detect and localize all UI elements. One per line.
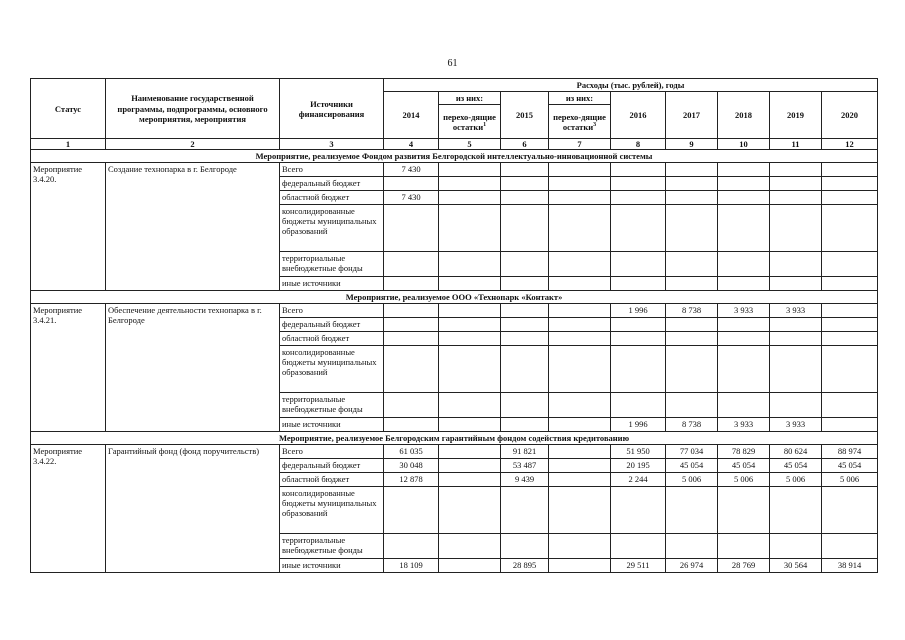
value-cell	[549, 445, 611, 459]
header-sources: Источники финансирования	[280, 79, 384, 139]
value-cell: 8 738	[666, 418, 718, 432]
table-row	[31, 304, 878, 318]
value-cell	[384, 252, 439, 277]
value-cell	[770, 191, 822, 205]
value-cell	[439, 473, 501, 487]
header-name: Наименование государственной программы, подпрограммы, основного мероприятия, мероприятия	[106, 79, 280, 139]
value-cell	[770, 277, 822, 291]
value-cell: 1 996	[611, 304, 666, 318]
header-status: Статус	[31, 79, 106, 139]
status-cell: Мероприятие 3.4.21.	[31, 304, 106, 432]
value-cell	[384, 418, 439, 432]
value-cell	[718, 205, 770, 252]
value-cell	[549, 393, 611, 418]
value-cell	[439, 252, 501, 277]
value-cell	[611, 534, 666, 559]
header-year-2016: 2016	[611, 92, 666, 139]
measure-name-cell: Обеспечение деятельности технопарка в г. Белгороде	[106, 304, 280, 432]
value-cell: 8 738	[666, 304, 718, 318]
value-cell	[822, 304, 878, 318]
value-cell: 2 244	[611, 473, 666, 487]
value-cell	[718, 252, 770, 277]
value-cell: 12 878	[384, 473, 439, 487]
value-cell	[770, 252, 822, 277]
value-cell	[439, 304, 501, 318]
value-cell	[611, 393, 666, 418]
value-cell	[666, 277, 718, 291]
value-cell	[384, 277, 439, 291]
value-cell	[549, 205, 611, 252]
status-cell: Мероприятие 3.4.22.	[31, 445, 106, 573]
value-cell	[549, 177, 611, 191]
value-cell	[501, 318, 549, 332]
value-cell	[666, 393, 718, 418]
value-cell	[549, 487, 611, 534]
value-cell: 1 996	[611, 418, 666, 432]
value-cell	[439, 205, 501, 252]
value-cell	[439, 163, 501, 177]
value-cell	[439, 534, 501, 559]
value-cell	[822, 346, 878, 393]
value-cell: 45 054	[770, 459, 822, 473]
value-cell	[439, 318, 501, 332]
value-cell	[770, 393, 822, 418]
header-expenses: Расходы (тыс. рублей), годы	[384, 79, 878, 92]
column-number: 11	[770, 139, 822, 150]
value-cell	[822, 277, 878, 291]
funding-source-cell: территориальные внебюджетные фонды	[280, 393, 384, 418]
value-cell	[666, 534, 718, 559]
funding-source-cell: иные источники	[280, 559, 384, 573]
value-cell	[666, 252, 718, 277]
value-cell	[384, 177, 439, 191]
section-title-row	[31, 432, 878, 445]
value-cell	[501, 393, 549, 418]
value-cell	[666, 487, 718, 534]
funding-source-cell: Всего	[280, 304, 384, 318]
header-carryover: перехо-дящие остатки$^1$	[439, 105, 501, 139]
value-cell	[384, 318, 439, 332]
column-number: 3	[280, 139, 384, 150]
value-cell	[549, 332, 611, 346]
value-cell	[549, 459, 611, 473]
value-cell	[822, 177, 878, 191]
value-cell: 29 511	[611, 559, 666, 573]
funding-source-cell: федеральный бюджет	[280, 318, 384, 332]
header-year-2020: 2020	[822, 92, 878, 139]
value-cell	[822, 318, 878, 332]
value-cell	[718, 332, 770, 346]
value-cell	[611, 191, 666, 205]
value-cell	[718, 177, 770, 191]
value-cell	[718, 318, 770, 332]
funding-source-cell: консолидированные бюджеты муниципальных образований	[280, 346, 384, 393]
value-cell	[770, 318, 822, 332]
value-cell	[666, 346, 718, 393]
value-cell: 7 430	[384, 191, 439, 205]
value-cell	[384, 487, 439, 534]
value-cell	[611, 332, 666, 346]
value-cell	[822, 252, 878, 277]
value-cell: 26 974	[666, 559, 718, 573]
funding-source-cell: областной бюджет	[280, 473, 384, 487]
value-cell	[611, 487, 666, 534]
value-cell	[822, 163, 878, 177]
value-cell	[611, 318, 666, 332]
funding-source-cell: областной бюджет	[280, 332, 384, 346]
column-number: 4	[384, 139, 439, 150]
value-cell	[718, 346, 770, 393]
value-cell	[549, 163, 611, 177]
value-cell	[439, 332, 501, 346]
header-iz-nih-2: из них:	[549, 92, 611, 105]
funding-source-cell: федеральный бюджет	[280, 459, 384, 473]
measure-name-cell: Создание технопарка в г. Белгороде	[106, 163, 280, 291]
table-body	[31, 139, 878, 573]
value-cell: 80 624	[770, 445, 822, 459]
value-cell	[822, 205, 878, 252]
value-cell	[822, 332, 878, 346]
value-cell	[770, 487, 822, 534]
value-cell	[384, 346, 439, 393]
value-cell	[718, 163, 770, 177]
section-title: Мероприятие, реализуемое ООО «Технопарк «Контакт»	[31, 291, 878, 304]
table-row	[31, 163, 878, 177]
value-cell	[770, 534, 822, 559]
section-title-row	[31, 291, 878, 304]
value-cell	[611, 277, 666, 291]
value-cell	[666, 318, 718, 332]
header-carryover-2: перехо-дящие остатки$^3$	[549, 105, 611, 139]
value-cell: 7 430	[384, 163, 439, 177]
value-cell: 9 439	[501, 473, 549, 487]
value-cell: 53 487	[501, 459, 549, 473]
budget-table	[30, 78, 878, 573]
value-cell	[549, 318, 611, 332]
value-cell	[439, 559, 501, 573]
header-year-2018: 2018	[718, 92, 770, 139]
value-cell	[501, 332, 549, 346]
value-cell	[822, 191, 878, 205]
value-cell	[611, 346, 666, 393]
column-number: 8	[611, 139, 666, 150]
value-cell: 3 933	[770, 418, 822, 432]
header-iz-nih: из них:	[439, 92, 501, 105]
value-cell: 20 195	[611, 459, 666, 473]
funding-source-cell: территориальные внебюджетные фонды	[280, 252, 384, 277]
measure-name-cell: Гарантийный фонд (фонд поручительств)	[106, 445, 280, 573]
value-cell: 45 054	[822, 459, 878, 473]
value-cell: 77 034	[666, 445, 718, 459]
value-cell	[611, 205, 666, 252]
value-cell: 3 933	[770, 304, 822, 318]
header-year-2015: 2015	[501, 92, 549, 139]
funding-source-cell: территориальные внебюджетные фонды	[280, 534, 384, 559]
value-cell	[549, 346, 611, 393]
value-cell	[501, 163, 549, 177]
value-cell	[611, 177, 666, 191]
value-cell	[549, 473, 611, 487]
value-cell: 30 564	[770, 559, 822, 573]
value-cell	[501, 534, 549, 559]
value-cell	[666, 191, 718, 205]
value-cell	[549, 534, 611, 559]
column-number: 10	[718, 139, 770, 150]
value-cell	[822, 418, 878, 432]
value-cell	[770, 346, 822, 393]
value-cell: 28 895	[501, 559, 549, 573]
column-number: 12	[822, 139, 878, 150]
value-cell: 45 054	[666, 459, 718, 473]
page-number: 61	[447, 58, 458, 69]
value-cell	[718, 487, 770, 534]
value-cell	[666, 332, 718, 346]
value-cell: 5 006	[770, 473, 822, 487]
column-number: 6	[501, 139, 549, 150]
value-cell	[384, 393, 439, 418]
value-cell	[770, 205, 822, 252]
funding-source-cell: Всего	[280, 445, 384, 459]
value-cell: 3 933	[718, 418, 770, 432]
funding-source-cell: областной бюджет	[280, 191, 384, 205]
value-cell	[549, 304, 611, 318]
funding-source-cell: консолидированные бюджеты муниципальных образований	[280, 487, 384, 534]
value-cell	[439, 445, 501, 459]
value-cell	[718, 277, 770, 291]
column-number: 7	[549, 139, 611, 150]
value-cell	[501, 205, 549, 252]
value-cell: 5 006	[822, 473, 878, 487]
column-number: 2	[106, 139, 280, 150]
value-cell	[439, 418, 501, 432]
value-cell	[666, 177, 718, 191]
column-number: 5	[439, 139, 501, 150]
table-header	[31, 79, 878, 139]
value-cell	[770, 177, 822, 191]
header-year-2014: 2014	[384, 92, 439, 139]
value-cell: 18 109	[384, 559, 439, 573]
value-cell	[501, 177, 549, 191]
section-title: Мероприятие, реализуемое Фондом развития Белгородской интеллектуально-инновационной системы	[31, 150, 878, 163]
value-cell	[439, 487, 501, 534]
value-cell: 88 974	[822, 445, 878, 459]
column-number: 1	[31, 139, 106, 150]
value-cell: 3 933	[718, 304, 770, 318]
value-cell: 30 048	[384, 459, 439, 473]
value-cell	[439, 459, 501, 473]
value-cell	[549, 418, 611, 432]
value-cell	[439, 346, 501, 393]
value-cell	[384, 332, 439, 346]
header-year-2019: 2019	[770, 92, 822, 139]
funding-source-cell: иные источники	[280, 418, 384, 432]
value-cell	[549, 559, 611, 573]
value-cell	[501, 277, 549, 291]
value-cell	[611, 252, 666, 277]
value-cell	[501, 346, 549, 393]
value-cell: 45 054	[718, 459, 770, 473]
section-title-row	[31, 150, 878, 163]
table-row	[31, 445, 878, 459]
value-cell	[666, 163, 718, 177]
value-cell: 91 821	[501, 445, 549, 459]
value-cell	[822, 487, 878, 534]
value-cell: 78 829	[718, 445, 770, 459]
funding-source-cell: Всего	[280, 163, 384, 177]
value-cell	[822, 393, 878, 418]
value-cell: 5 006	[718, 473, 770, 487]
value-cell	[439, 393, 501, 418]
value-cell	[501, 487, 549, 534]
value-cell	[549, 191, 611, 205]
value-cell	[549, 277, 611, 291]
value-cell	[718, 534, 770, 559]
value-cell	[439, 277, 501, 291]
value-cell: 38 914	[822, 559, 878, 573]
funding-source-cell: иные источники	[280, 277, 384, 291]
value-cell	[501, 252, 549, 277]
value-cell	[666, 205, 718, 252]
value-cell	[549, 252, 611, 277]
header-year-2017: 2017	[666, 92, 718, 139]
value-cell	[439, 177, 501, 191]
value-cell: 5 006	[666, 473, 718, 487]
column-number: 9	[666, 139, 718, 150]
value-cell	[501, 418, 549, 432]
value-cell	[822, 534, 878, 559]
value-cell	[501, 191, 549, 205]
value-cell	[718, 191, 770, 205]
value-cell	[611, 163, 666, 177]
value-cell	[384, 534, 439, 559]
value-cell	[770, 163, 822, 177]
column-number-row	[31, 139, 878, 150]
value-cell	[770, 332, 822, 346]
section-title: Мероприятие, реализуемое Белгородским гарантийным фондом содействия кредитованию	[31, 432, 878, 445]
funding-source-cell: консолидированные бюджеты муниципальных образований	[280, 205, 384, 252]
value-cell: 28 769	[718, 559, 770, 573]
value-cell: 61 035	[384, 445, 439, 459]
value-cell	[384, 304, 439, 318]
value-cell	[718, 393, 770, 418]
value-cell	[384, 205, 439, 252]
value-cell	[501, 304, 549, 318]
value-cell: 51 950	[611, 445, 666, 459]
status-cell: Мероприятие 3.4.20.	[31, 163, 106, 291]
funding-source-cell: федеральный бюджет	[280, 177, 384, 191]
value-cell	[439, 191, 501, 205]
